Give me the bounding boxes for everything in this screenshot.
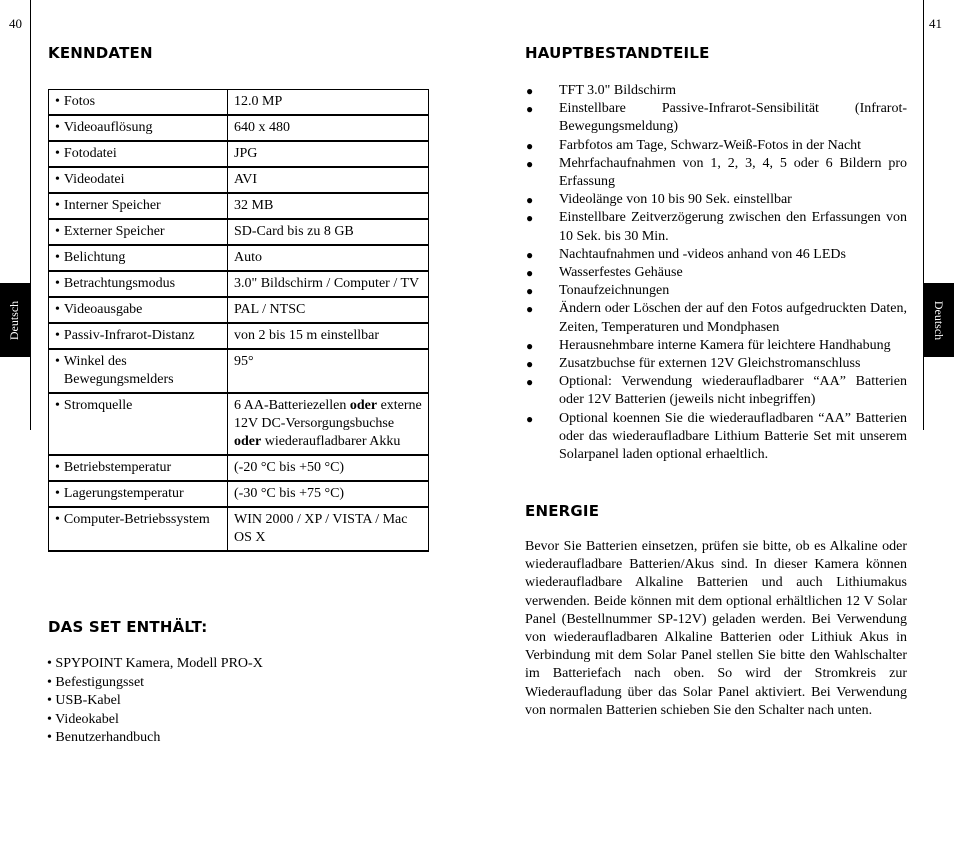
list-item-label: Tonaufzeichnungen bbox=[559, 283, 670, 299]
spec-value-text: SD-Card bis zu 8 GB bbox=[234, 224, 354, 239]
spec-value-cell bbox=[228, 167, 429, 193]
spec-key-label: Winkel des Bewegungsmelders bbox=[63, 354, 174, 387]
spec-value-cell bbox=[228, 393, 429, 455]
bullet-glyph: ● bbox=[526, 247, 534, 262]
bullet-glyph: ● bbox=[526, 284, 534, 299]
spec-value-text: 3.0" Bildschirm / Computer / TV bbox=[234, 276, 420, 291]
spec-key bbox=[55, 93, 221, 111]
spec-value-cell bbox=[228, 193, 429, 219]
spec-value-emphasis: oder bbox=[234, 434, 262, 449]
list-item-label: Videolänge von 10 bis 90 Sek. einstellbar bbox=[559, 192, 792, 208]
spec-key-label: Fotodatei bbox=[63, 146, 117, 161]
bullet-glyph: • bbox=[55, 276, 60, 291]
spec-value-text: 640 x 480 bbox=[234, 120, 290, 135]
bullet-glyph: • bbox=[55, 94, 60, 109]
spec-key-label: Passiv-Infrarot-Distanz bbox=[63, 328, 195, 343]
spec-key-cell bbox=[49, 323, 228, 349]
list-item bbox=[525, 264, 907, 282]
bullet-glyph: ● bbox=[526, 84, 534, 98]
spec-row bbox=[49, 455, 429, 481]
energy-paragraph: Bevor Sie Batterien einsetzen, prüfen sie bitte, ob es Alkaline oder wiederaufladbare Batterien/Akus sind. In dieser Kamera können wiederaufladbare Alkaline Batterien und auch Lithiumakus verwenden. Beide können mit dem optional erhältlichen 12 V Solar Panel (Bestellnummer SP-12V) geladen werden. Bei Verwendung von wiederaufladbaren Alkaline Batterien oder Lithiuk Akus in Verbindung mit dem Solar Panel stellen Sie bitte den Wahlschalter im Batteriefach nach oben. So wird der Stromkreis zur Wiederaufladung über das Solar Panel aktiviert. Bei Verwendung von normalen Batterien schieben Sie den Schalter nach unten. bbox=[525, 539, 907, 718]
bullet-glyph: • bbox=[55, 328, 60, 343]
bullet-glyph: • bbox=[55, 398, 60, 413]
list-item-label: Einstellbare Passive-Infrarot-Sensibilität (Infrarot-Bewegungsmeldung) bbox=[559, 101, 907, 135]
list-item bbox=[47, 729, 427, 748]
list-item bbox=[525, 246, 907, 264]
bullet-glyph: ● bbox=[526, 375, 534, 390]
list-item bbox=[525, 373, 907, 409]
bullet-glyph: ● bbox=[526, 211, 534, 226]
spec-key-label: Interner Speicher bbox=[63, 198, 161, 213]
bullet-glyph: • bbox=[55, 354, 60, 369]
list-item-label: Nachtaufnahmen und -videos anhand von 46 LEDs bbox=[559, 246, 846, 262]
spec-key-cell bbox=[49, 507, 228, 551]
bullet-glyph: ● bbox=[526, 411, 534, 426]
bullet-glyph: ● bbox=[526, 138, 534, 153]
list-item-label: SPYPOINT Kamera, Modell PRO-X bbox=[55, 656, 263, 671]
list-item bbox=[525, 100, 907, 136]
list-item bbox=[525, 300, 907, 336]
spec-key bbox=[55, 397, 221, 415]
spec-row bbox=[49, 141, 429, 167]
side-tab-left-label: Deutsch bbox=[7, 300, 22, 340]
spec-key-cell bbox=[49, 349, 228, 393]
page-number-left: 40 bbox=[9, 16, 22, 31]
spec-row bbox=[49, 193, 429, 219]
bullet-glyph: ● bbox=[526, 193, 534, 208]
spec-key-label: Stromquelle bbox=[63, 398, 133, 413]
spec-row bbox=[49, 297, 429, 323]
bullet-glyph: • bbox=[47, 674, 56, 690]
spec-key-cell bbox=[49, 455, 228, 481]
spec-key-cell bbox=[49, 167, 228, 193]
spec-key bbox=[55, 197, 221, 215]
spec-row bbox=[49, 90, 429, 116]
spec-value-text: 12.0 MP bbox=[234, 94, 283, 109]
spec-value-text: 32 MB bbox=[234, 198, 274, 213]
set-heading: DAS SET ENTHÄLT: bbox=[48, 618, 208, 636]
list-item-label: Optional: Verwendung wiederaufladbarer “AA” Batterien oder 12V Batterien (jeweils nicht inbegriffen) bbox=[559, 374, 907, 408]
list-item bbox=[525, 82, 907, 100]
spec-key-cell bbox=[49, 245, 228, 271]
side-tab-right bbox=[924, 283, 954, 357]
spec-value-cell bbox=[228, 141, 429, 167]
spec-row bbox=[49, 115, 429, 141]
list-item-label: USB-Kabel bbox=[55, 693, 121, 708]
bullet-glyph: ● bbox=[526, 338, 534, 353]
spec-value-emphasis: oder bbox=[349, 398, 378, 413]
bullet-glyph: ● bbox=[526, 156, 534, 171]
spec-value-text: 6 AA-Batteriezellen bbox=[234, 398, 350, 413]
bullet-glyph: • bbox=[55, 486, 60, 501]
spec-row bbox=[49, 245, 429, 271]
spec-key-label: Videoausgabe bbox=[63, 302, 143, 317]
list-item bbox=[47, 692, 427, 711]
spec-key bbox=[55, 275, 221, 293]
spec-value-cell bbox=[228, 90, 429, 116]
list-item-label: Zusatzbuchse für externen 12V Gleichstromanschluss bbox=[559, 356, 861, 372]
bullet-glyph: • bbox=[55, 224, 60, 239]
specs-table-body bbox=[49, 90, 429, 552]
spec-row bbox=[49, 219, 429, 245]
list-item-label: Ändern oder Löschen der auf den Fotos aufgedruckten Daten, Zeiten, Temperaturen und Mondphasen bbox=[559, 301, 907, 335]
list-item bbox=[525, 191, 907, 209]
spec-value-cell bbox=[228, 455, 429, 481]
spec-key-cell bbox=[49, 297, 228, 323]
spec-key-label: Videodatei bbox=[63, 172, 125, 187]
spec-value-text: WIN 2000 / XP / VISTA / Mac OS X bbox=[234, 512, 408, 545]
spec-value-cell bbox=[228, 481, 429, 507]
list-item bbox=[525, 155, 907, 191]
side-tab-right-label: Deutsch bbox=[932, 300, 947, 340]
list-item-label: Wasserfestes Gehäuse bbox=[559, 265, 683, 281]
bullet-glyph: ● bbox=[526, 357, 534, 372]
left-margin-line bbox=[30, 0, 31, 430]
bullet-glyph: • bbox=[55, 120, 60, 135]
spec-key-label: Belichtung bbox=[63, 250, 126, 265]
spec-value-text: JPG bbox=[234, 146, 258, 161]
spec-key-label: Fotos bbox=[63, 94, 96, 109]
spec-key bbox=[55, 459, 221, 477]
bullet-glyph: • bbox=[55, 250, 60, 265]
spec-value-cell bbox=[228, 271, 429, 297]
spec-key-cell bbox=[49, 219, 228, 245]
list-item bbox=[47, 674, 427, 693]
specs-heading: KENNDATEN bbox=[48, 44, 153, 62]
spec-key-cell bbox=[49, 271, 228, 297]
page-number-right: 41 bbox=[929, 16, 942, 31]
spec-key-label: Externer Speicher bbox=[63, 224, 165, 239]
spec-key-cell bbox=[49, 90, 228, 116]
spec-key bbox=[55, 511, 221, 529]
bullet-glyph: • bbox=[47, 730, 56, 745]
spec-value-cell bbox=[228, 245, 429, 271]
bullet-glyph: • bbox=[55, 172, 60, 187]
list-item bbox=[525, 410, 907, 465]
list-item-label: Herausnehmbare interne Kamera für leichtere Handhabung bbox=[559, 337, 891, 353]
list-item-label: Mehrfachaufnahmen von 1, 2, 3, 4, 5 oder 6 Bildern pro Erfassung bbox=[559, 155, 907, 190]
spec-value-text: AVI bbox=[234, 172, 258, 187]
bullet-glyph: • bbox=[47, 711, 56, 727]
list-item-label: Farbfotos am Tage, Schwarz-Weiß-Fotos in der Nacht bbox=[559, 137, 862, 153]
spec-key-cell bbox=[49, 115, 228, 141]
list-item-label: Optional koennen Sie die wiederaufladbaren “AA” Batterien oder das wiederaufladbare Lithium Batterie Set mit unserem Solarpanel laden optional erhaeltlich. bbox=[559, 410, 907, 463]
spec-key bbox=[55, 353, 221, 389]
list-item bbox=[525, 137, 907, 155]
list-item-label: Einstellbare Zeitverzögerung zwischen den Erfassungen von 10 Sek. bis 30 Min. bbox=[559, 210, 907, 244]
bullet-glyph: • bbox=[55, 302, 60, 317]
spec-row bbox=[49, 349, 429, 393]
list-item-label: TFT 3.0" Bildschirm bbox=[559, 83, 677, 98]
spec-key bbox=[55, 119, 221, 137]
bullet-glyph: ● bbox=[526, 102, 534, 117]
components-heading: HAUPTBESTANDTEILE bbox=[525, 44, 710, 62]
spec-value-text: 95° bbox=[234, 354, 254, 369]
spec-row bbox=[49, 393, 429, 455]
spec-key bbox=[55, 171, 221, 189]
spec-value-text: wiederaufladbarer Akku bbox=[261, 434, 401, 449]
bullet-glyph: • bbox=[55, 146, 60, 161]
spec-value-cell bbox=[228, 323, 429, 349]
bullet-glyph: • bbox=[47, 656, 56, 671]
right-margin-line bbox=[923, 0, 924, 430]
spec-value-text: PAL / NTSC bbox=[234, 302, 306, 317]
list-item bbox=[47, 711, 427, 730]
spec-value-text: (-20 °C bis +50 °C) bbox=[234, 460, 345, 475]
spec-key bbox=[55, 301, 221, 319]
bullet-glyph: ● bbox=[526, 302, 534, 317]
bullet-glyph: ● bbox=[526, 266, 534, 281]
spec-value-cell bbox=[228, 115, 429, 141]
spec-value-cell bbox=[228, 507, 429, 551]
list-item bbox=[525, 209, 907, 245]
list-item bbox=[47, 655, 427, 674]
list-item-label: Videokabel bbox=[55, 711, 119, 727]
energy-heading: ENERGIE bbox=[525, 502, 600, 520]
spec-key bbox=[55, 485, 221, 503]
spec-key-cell bbox=[49, 393, 228, 455]
list-item-label: Befestigungsset bbox=[55, 674, 145, 690]
list-item bbox=[525, 355, 907, 373]
bullet-glyph: • bbox=[55, 512, 60, 527]
list-item bbox=[525, 337, 907, 355]
side-tab-left bbox=[0, 283, 30, 357]
bullet-glyph: • bbox=[47, 693, 56, 708]
list-item-label: Benutzerhandbuch bbox=[55, 730, 161, 745]
spec-row bbox=[49, 271, 429, 297]
spec-key-label: Videoauflösung bbox=[63, 120, 153, 135]
specs-table bbox=[48, 89, 429, 552]
spec-key bbox=[55, 249, 221, 267]
spec-value-text: (-30 °C bis +75 °C) bbox=[234, 486, 345, 501]
spec-key-cell bbox=[49, 141, 228, 167]
spec-key bbox=[55, 145, 221, 163]
spec-value-cell bbox=[228, 349, 429, 393]
spec-value-cell bbox=[228, 297, 429, 323]
bullet-glyph: • bbox=[55, 460, 60, 475]
spec-key-label: Betrachtungsmodus bbox=[63, 276, 176, 291]
spec-key-cell bbox=[49, 193, 228, 219]
spec-key-label: Computer-Betriebssystem bbox=[63, 512, 210, 527]
spec-key bbox=[55, 327, 221, 345]
spec-value-text: Auto bbox=[234, 250, 262, 265]
spec-key bbox=[55, 223, 221, 241]
spec-key-label: Lagerungstemperatur bbox=[63, 486, 184, 501]
bullet-glyph: • bbox=[55, 198, 60, 213]
components-list bbox=[525, 82, 907, 464]
spec-row bbox=[49, 323, 429, 349]
spec-key-cell bbox=[49, 481, 228, 507]
spec-value-text: externe 12V DC-Versorgungsbuchse bbox=[234, 398, 422, 431]
spec-value-text: von 2 bis 15 m einstellbar bbox=[234, 328, 380, 343]
spec-value-cell bbox=[228, 219, 429, 245]
spec-row bbox=[49, 481, 429, 507]
list-item bbox=[525, 282, 907, 300]
spec-key-label: Betriebstemperatur bbox=[63, 460, 172, 475]
spec-row bbox=[49, 507, 429, 551]
spec-row bbox=[49, 167, 429, 193]
set-contents-list bbox=[47, 655, 427, 748]
